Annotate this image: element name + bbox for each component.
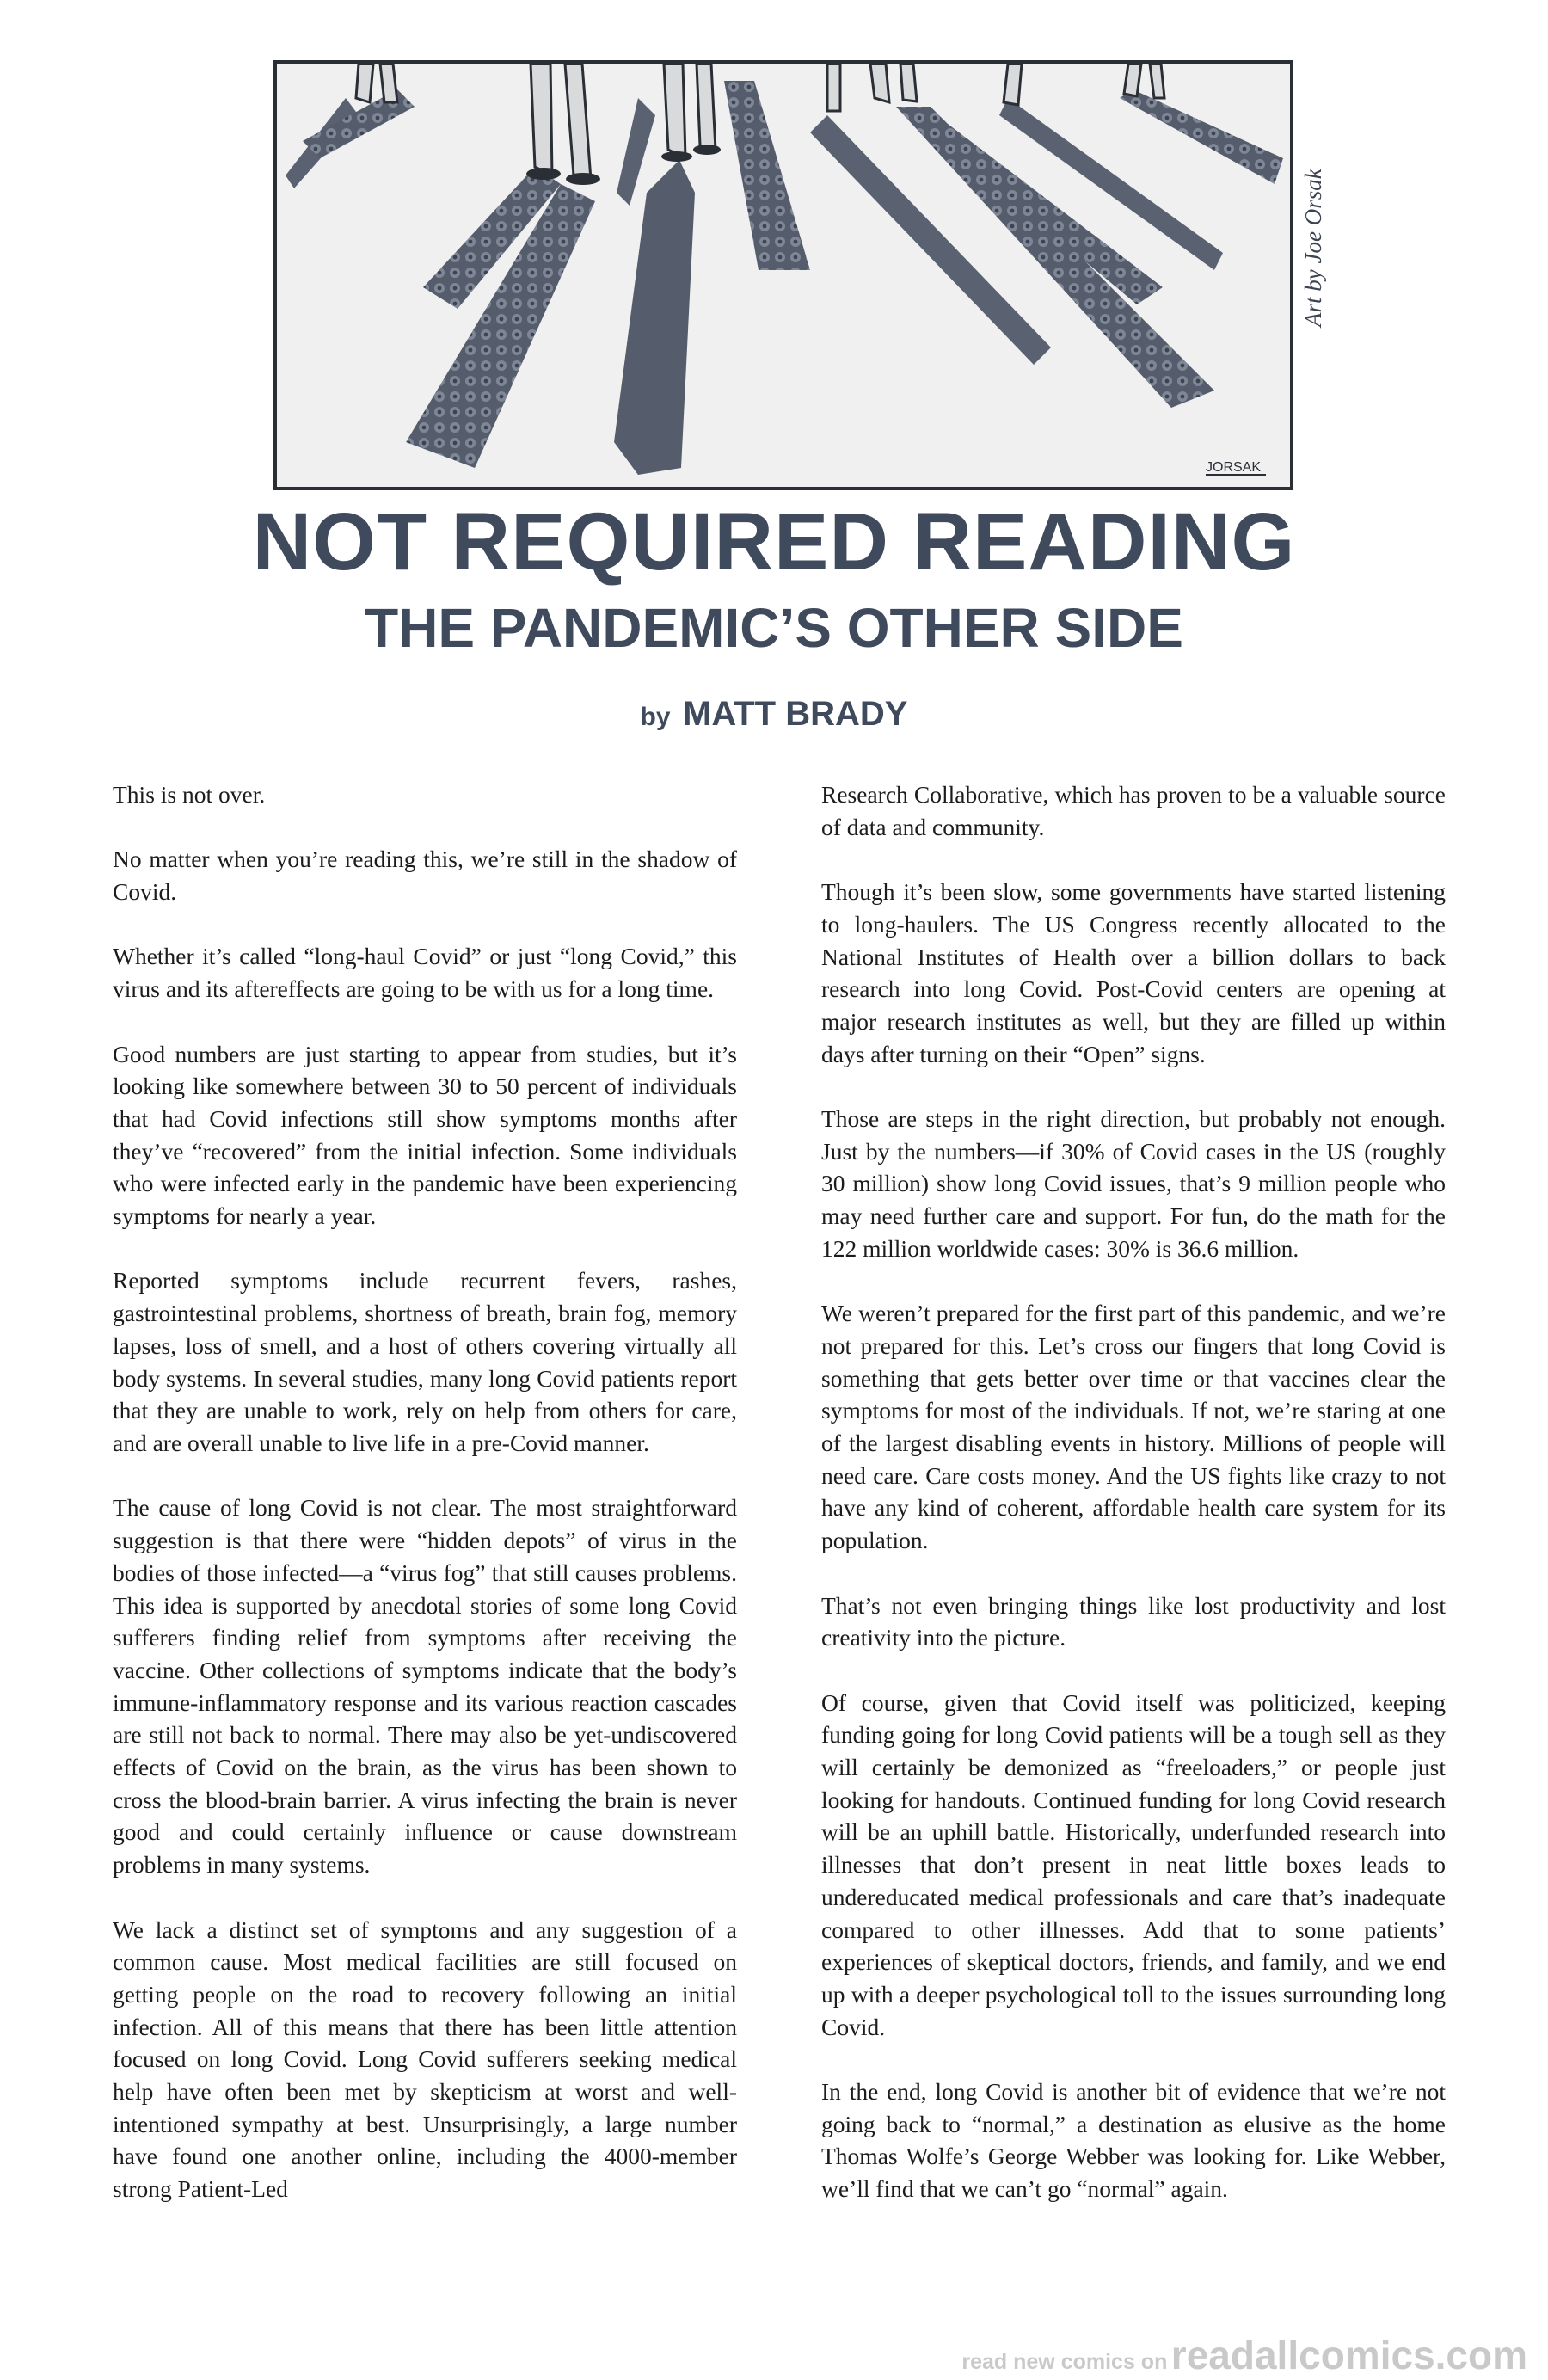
paragraph: Good numbers are just starting to appear from studies, but it’s looking like somewhere between 30 to 50 percent of individuals that had Covid infections still show symptoms months after they’ve “recovered” from the initial infection. Some individuals who were infected early in the pandemic have been experiencing symptoms for nearly a year. (113, 1040, 737, 1230)
paragraph: Though it’s been slow, some governments have started listening to long-haulers. The US Congress recently allocated to the National Institutes of Health over a billion dollars to back research into long Covid. Post-Covid centers are opening at major research institutes as well, but they are filled up within days after turning on their “Open” signs. (821, 878, 1446, 1067)
paragraph: Whether it’s called “long-haul Covid” or just “long Covid,” this virus and its aftereffects are going to be with us for a long time. (113, 943, 737, 1003)
paragraph: We weren’t prepared for the first part of this pandemic, and we’re not prepared for this. Let’s cross our fingers that long Covid is something that gets better over time or that vaccines clear the symptoms for most of the individuals. If not, we’re staring at one of the largest disabling events in history. Millions of people will need care. Care costs money. And the US fights like crazy to not have any kind of coherent, affordable health care system for its population. (821, 1300, 1446, 1554)
paragraph: Of course, given that Covid itself was politicized, keeping funding going for long Covid patients will be a tough sell as they will certainly be demonized as “freeloaders,” or people just looking for handouts. Continued funding for long Covid research will be an uphill battle. Historically, underfunded research into illnesses that don’t present in neat little boxes leads to undereducated medical professionals and care that’s inadequate compared to other illnesses. Add that to some patients’ experiences of skeptical doctors, friends, and family, and we end up with a deeper psychological toll to the issues surrounding long Covid. (821, 1688, 1446, 2040)
artist-signature: JORSAK (1206, 460, 1262, 475)
watermark-site: readallcomics.com (1170, 2333, 1527, 2377)
page-subtitle: THE PANDEMIC’S OTHER SIDE (365, 597, 1183, 659)
walking-people-shadows-drawing (277, 64, 1290, 487)
article-column-left (113, 778, 737, 2238)
paragraph: That’s not even bringing things like lost productivity and lost creativity into the picture. (821, 1591, 1446, 1651)
paragraph: We lack a distinct set of symptoms and any suggestion of a common cause. Most medical facilities are still focused on getting people on the road to recovery following an initial infection. All of this means that there has been little attention focused on long Covid. Long Covid sufferers seeking medical help have often been met by skepticism at worst and well-intentioned sympathy at best. Unsurprisingly, a large number have found one another online, including the 4000-member strong Patient-Led (113, 1916, 737, 2203)
paragraph: This is not over. (113, 781, 266, 808)
article-column-right (821, 778, 1446, 2238)
watermark-prefix: read new comics on (961, 2350, 1168, 2374)
paragraph: Those are steps in the right direction, but probably not enough. Just by the numbers—if 30% of Covid cases in the US (roughly 30 million) show long Covid issues, that’s 9 million people who may need further care and support. For fun, do the math for the 122 million worldwide cases: 30% is 36.6 million. (821, 1105, 1446, 1262)
paragraph: The cause of long Covid is not clear. The most straightforward suggestion is that there were “hidden depots” of virus in the bodies of those infected—a “virus fog” that still causes problems. This idea is supported by anecdotal stories of some long Covid sufferers finding relief from symptoms after receiving the vaccine. Other collections of symptoms indicate that the body’s immune-inflammatory response and its various reaction cascades are still not back to normal. There may also be yet-undiscovered effects of Covid on the brain, as the virus has been shown to cross the blood-brain barrier. A virus infecting the brain is never good and could certainly influence or cause downstream problems in many systems. (113, 1494, 737, 1879)
paragraph: Research Collaborative, which has proven to be a valuable source of data and community. (821, 781, 1446, 840)
watermark (961, 2332, 1527, 2378)
byline-author: MATT BRADY (683, 695, 908, 733)
byline-by: by (640, 703, 671, 731)
header-illustration (273, 60, 1293, 490)
paragraph: In the end, long Covid is another bit of evidence that we’re not going back to “normal,” a destination as elusive as the home Thomas Wolfe’s George Webber was looking for. Like Webber, we’ll find that we can’t go “normal” again. (821, 2078, 1446, 2203)
page-title: NOT REQUIRED READING (252, 496, 1296, 587)
paragraph: Reported symptoms include recurrent fevers, rashes, gastrointestinal problems, shortness of breath, brain fog, memory lapses, loss of smell, and a host of others covering virtually all body systems. In several studies, many long Covid patients report that they are unable to work, rely on help from others for care, and are overall unable to live life in a pre-Covid manner. (113, 1267, 737, 1456)
paragraph: No matter when you’re reading this, we’re still in the shadow of Covid. (113, 846, 737, 906)
byline (0, 693, 1548, 735)
art-credit: Art by Joe Orsak (1300, 169, 1326, 327)
